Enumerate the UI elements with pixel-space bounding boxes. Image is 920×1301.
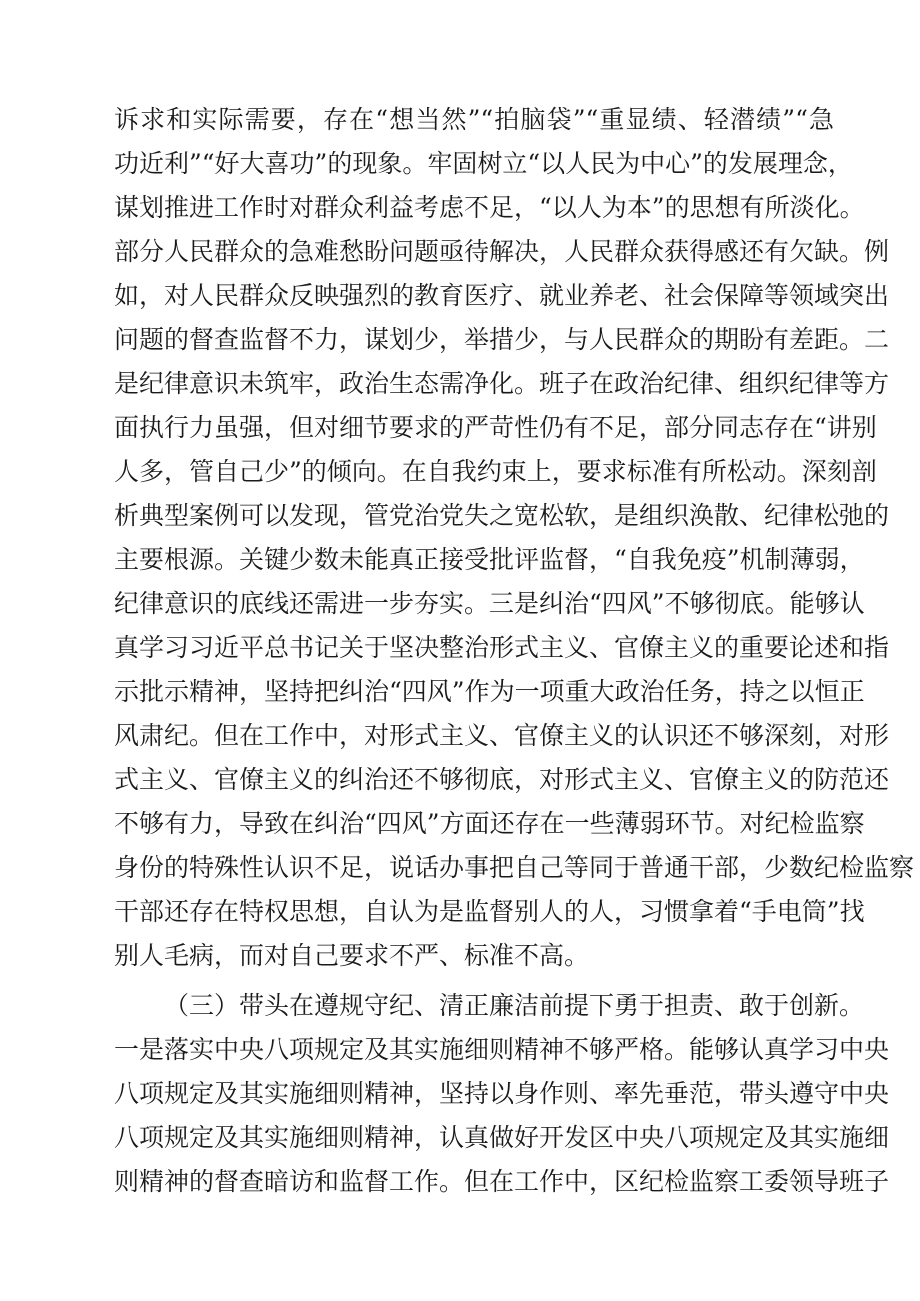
text-line: 则精神的督查暗访和监督工作。但在工作中，区纪检监察工委领导班子 [114,1167,890,1196]
text-line: 谋划推进工作时对群众利益考虑不足，“以人为本”的思想有所淡化。 [114,193,865,222]
text-line: 干部还存在特权思想，自认为是监督别人的人，习惯拿着“手电筒”找 [114,897,865,926]
text-line: 诉求和实际需要，存在“想当然”“拍脑袋”“重显绩、轻潜绩”“急 [114,105,834,134]
text-line: 人多，管自己少”的倾向。在自我约束上，要求标准有所松动。深刻剖 [114,457,877,486]
text-line: 一是落实中央八项规定及其实施细则精神不够严格。能够认真学习中央 [114,1035,890,1064]
text-line: 不够有力，导致在纠治“四风”方面还存在一些薄弱环节。对纪检监察 [114,809,865,838]
text-line: 面执行力虽强，但对细节要求的严苛性仍有不足，部分同志存在“讲别 [114,413,877,442]
text-line: 问题的督查监督不力，谋划少，举措少，与人民群众的期盼有差距。二 [114,325,890,354]
text-line: 八项规定及其实施细则精神，坚持以身作则、率先垂范，带头遵守中央 [114,1079,890,1108]
text-line: 功近利”“好大喜功”的现象。牢固树立“以人民为中心”的发展理念， [114,149,853,178]
section-heading-line: （三）带头在遵规守纪、清正廉洁前提下勇于担责、敢于创新。 [164,991,865,1020]
text-line: 式主义、官僚主义的纠治还不够彻底，对形式主义、官僚主义的防范还 [114,765,890,794]
text-line: 风肃纪。但在工作中，对形式主义、官僚主义的认识还不够深刻，对形 [114,721,890,750]
text-line: 示批示精神，坚持把纠治“四风”作为一项重大政治任务，持之以恒正 [114,677,865,706]
text-line: 身份的特殊性认识不足，说话办事把自己等同于普通干部，少数纪检监察 [114,853,915,882]
text-line: 八项规定及其实施细则精神，认真做好开发区中央八项规定及其实施细 [114,1123,890,1152]
text-line: 主要根源。关键少数未能真正接受批评监督，“自我免疫”机制薄弱， [114,545,865,574]
text-line: 如，对人民群众反映强烈的教育医疗、就业养老、社会保障等领域突出 [114,281,890,310]
text-line: 纪律意识的底线还需进一步夯实。三是纠治“四风”不够彻底。能够认 [114,589,865,618]
text-line: 析典型案例可以发现，管党治党失之宽松软，是组织涣散、纪律松弛的 [114,501,890,530]
text-line: 别人毛病，而对自己要求不严、标准不高。 [114,941,590,970]
text-line: 部分人民群众的急难愁盼问题亟待解决，人民群众获得感还有欠缺。例 [114,237,890,266]
text-line: 真学习习近平总书记关于坚决整治形式主义、官僚主义的重要论述和指 [114,633,890,662]
text-line: 是纪律意识未筑牢，政治生态需净化。班子在政治纪律、组织纪律等方 [114,369,890,398]
